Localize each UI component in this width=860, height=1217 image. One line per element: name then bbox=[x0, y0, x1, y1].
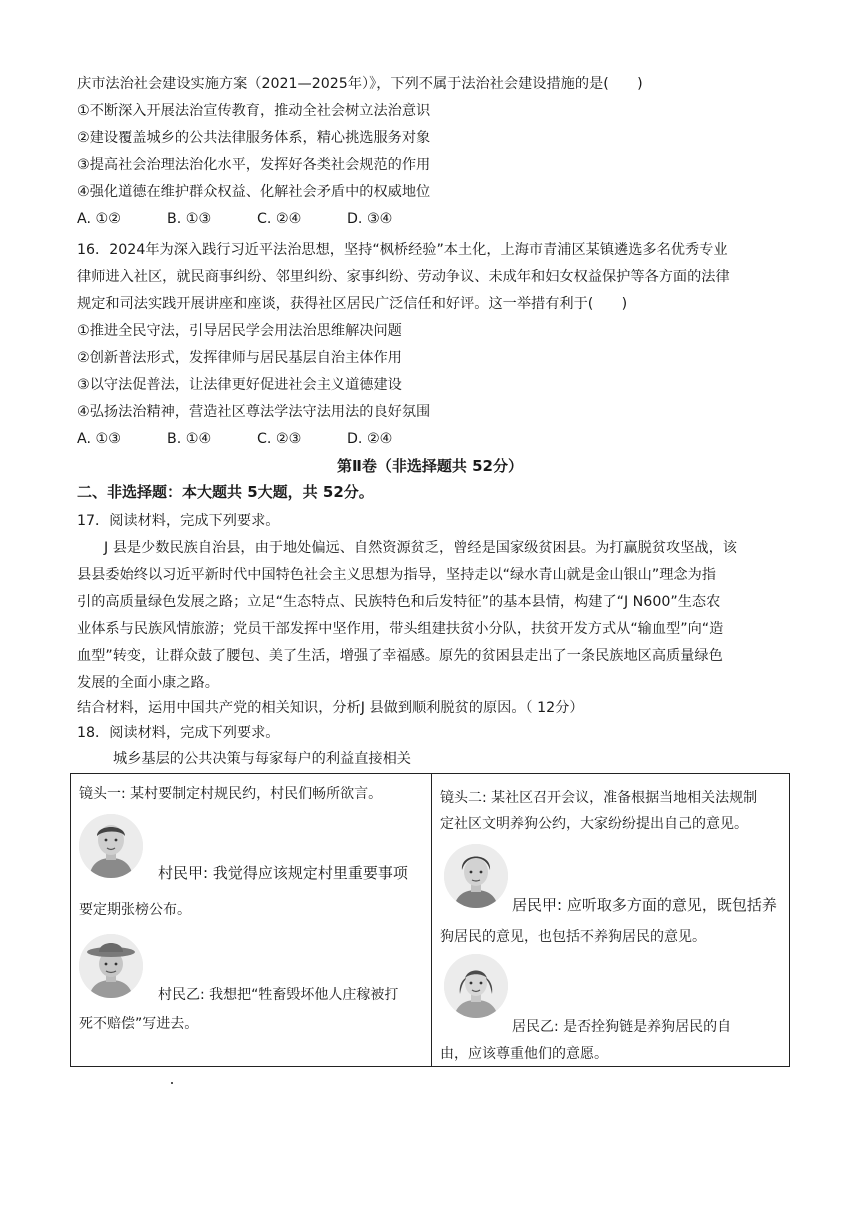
q16-stem-line-1: 16．2024年为深入践行习近平法治思想，坚持“枫桥经验”本土化，上海市青浦区某镇遴选多名优秀专业 bbox=[77, 242, 728, 258]
resident-b-line-2: 由，应该尊重他们的意愿。 bbox=[440, 1046, 608, 1062]
villager-b-line-1: 村民乙: 我想把“牲畜毁坏他人庄稼被打 bbox=[158, 987, 399, 1003]
case-cell-one bbox=[71, 774, 432, 1067]
stray-mark bbox=[171, 1082, 173, 1084]
villager-a-line-2: 要定期张榜公布。 bbox=[79, 902, 191, 918]
q17-material-line-6: 发展的全面小康之路。 bbox=[77, 675, 219, 691]
q17-requirement: 结合材料，运用中国共产党的相关知识，分析J 县做到顺利脱贫的原因。（ 12分） bbox=[77, 700, 584, 716]
q15-option-c[interactable]: C. ②④ bbox=[257, 211, 302, 227]
q17-material-line-1: J 县是少数民族自治县，由于地处偏远、自然资源贫乏，曾经是国家级贫困县。为打赢脱贫攻坚战，该 bbox=[104, 540, 737, 556]
q17-material-line-3: 引的高质量绿色发展之路；立足“生态特点、民族特色和后发特征”的基本县情，构建了“J N600”生态农 bbox=[77, 594, 721, 610]
case-two-title-line-1: 镜头二: 某社区召开会议，准备根据当地相关法规制 bbox=[440, 790, 758, 806]
resident-a-line-1: 居民甲: 应听取多方面的意见，既包括养 bbox=[512, 896, 777, 914]
villager-a-avatar bbox=[79, 814, 143, 878]
person-icon bbox=[444, 844, 508, 908]
person-icon bbox=[444, 954, 508, 1018]
q16-stem-line-3: 规定和司法实践开展讲座和座谈，获得社区居民广泛信任和好评。这一举措有利于( ) bbox=[77, 296, 628, 312]
case-two-title-line-2: 定社区文明养狗公约，大家纷纷提出自己的意见。 bbox=[440, 816, 748, 832]
q18-stem: 18．阅读材料，完成下列要求。 bbox=[77, 725, 280, 741]
q16-item-3: ③以守法促普法，让法律更好促进社会主义道德建设 bbox=[77, 377, 402, 393]
part2-title: 第Ⅱ卷（非选择题共 52分） bbox=[337, 457, 523, 475]
q15-option-a[interactable]: A. ①② bbox=[77, 211, 121, 227]
person-icon bbox=[79, 814, 143, 878]
q18-lead: 城乡基层的公共决策与每家每户的利益直接相关 bbox=[113, 751, 411, 767]
part2-heading: 二、非选择题：本大题共 5大题，共 52分。 bbox=[77, 483, 374, 501]
q15-item-1: ①不断深入开展法治宣传教育，推动全社会树立法治意识 bbox=[77, 103, 431, 119]
q18-case-table bbox=[70, 773, 790, 1067]
q15-item-4: ④强化道德在维护群众权益、化解社会矛盾中的权威地位 bbox=[77, 184, 431, 200]
q16-option-b[interactable]: B. ①④ bbox=[167, 431, 212, 447]
q16-item-2: ②创新普法形式，发挥律师与居民基层自治主体作用 bbox=[77, 350, 402, 366]
q17-stem: 17．阅读材料，完成下列要求。 bbox=[77, 513, 280, 529]
villager-a-line-1: 村民甲: 我觉得应该规定村里重要事项 bbox=[158, 864, 408, 882]
q15-item-2: ②建设覆盖城乡的公共法律服务体系，精心挑选服务对象 bbox=[77, 130, 431, 146]
person-with-hat-icon bbox=[79, 934, 143, 998]
q16-option-a[interactable]: A. ①③ bbox=[77, 431, 121, 447]
q15-item-3: ③提高社会治理法治化水平，发挥好各类社会规范的作用 bbox=[77, 157, 431, 173]
q16-options bbox=[77, 429, 437, 449]
resident-b-line-1: 居民乙: 是否拴狗链是养狗居民的自 bbox=[512, 1019, 732, 1035]
q15-options bbox=[77, 209, 437, 229]
q17-material-line-4: 业体系与民族风情旅游；党员干部发挥中坚作用，带头组建扶贫小分队，扶贫开发方式从“输血型”向“造 bbox=[77, 621, 724, 637]
case-one-title: 镜头一: 某村要制定村规民约，村民们畅所欲言。 bbox=[79, 786, 383, 802]
q15-stem: 庆市法治社会建设实施方案（2021—2025年）》，下列不属于法治社会建设措施的是( ) bbox=[77, 76, 643, 92]
villager-b-avatar bbox=[79, 934, 143, 998]
resident-a-line-2: 狗居民的意见，也包括不养狗居民的意见。 bbox=[440, 929, 706, 945]
q15-option-d[interactable]: D. ③④ bbox=[347, 211, 393, 227]
case-cell-two bbox=[432, 774, 790, 1067]
resident-a-avatar bbox=[444, 844, 508, 908]
q16-option-d[interactable]: D. ②④ bbox=[347, 431, 393, 447]
resident-b-avatar bbox=[444, 954, 508, 1018]
q16-item-4: ④弘扬法治精神，营造社区尊法学法守法用法的良好氛围 bbox=[77, 404, 431, 420]
q17-material-line-5: 血型”转变，让群众鼓了腰包、美了生活，增强了幸福感。原先的贫困县走出了一条民族地区高质量绿色 bbox=[77, 648, 723, 664]
q15-option-b[interactable]: B. ①③ bbox=[167, 211, 212, 227]
q16-item-1: ①推进全民守法，引导居民学会用法治思维解决问题 bbox=[77, 323, 402, 339]
q16-stem-line-2: 律师进入社区，就民商事纠纷、邻里纠纷、家事纠纷、劳动争议、未成年和妇女权益保护等各方面的法律 bbox=[77, 269, 730, 285]
q17-material-line-2: 县县委始终以习近平新时代中国特色社会主义思想为指导，坚持走以“绿水青山就是金山银山”理念为指 bbox=[77, 567, 716, 583]
q16-option-c[interactable]: C. ②③ bbox=[257, 431, 302, 447]
villager-b-line-2: 死不赔偿”写进去。 bbox=[79, 1016, 199, 1032]
